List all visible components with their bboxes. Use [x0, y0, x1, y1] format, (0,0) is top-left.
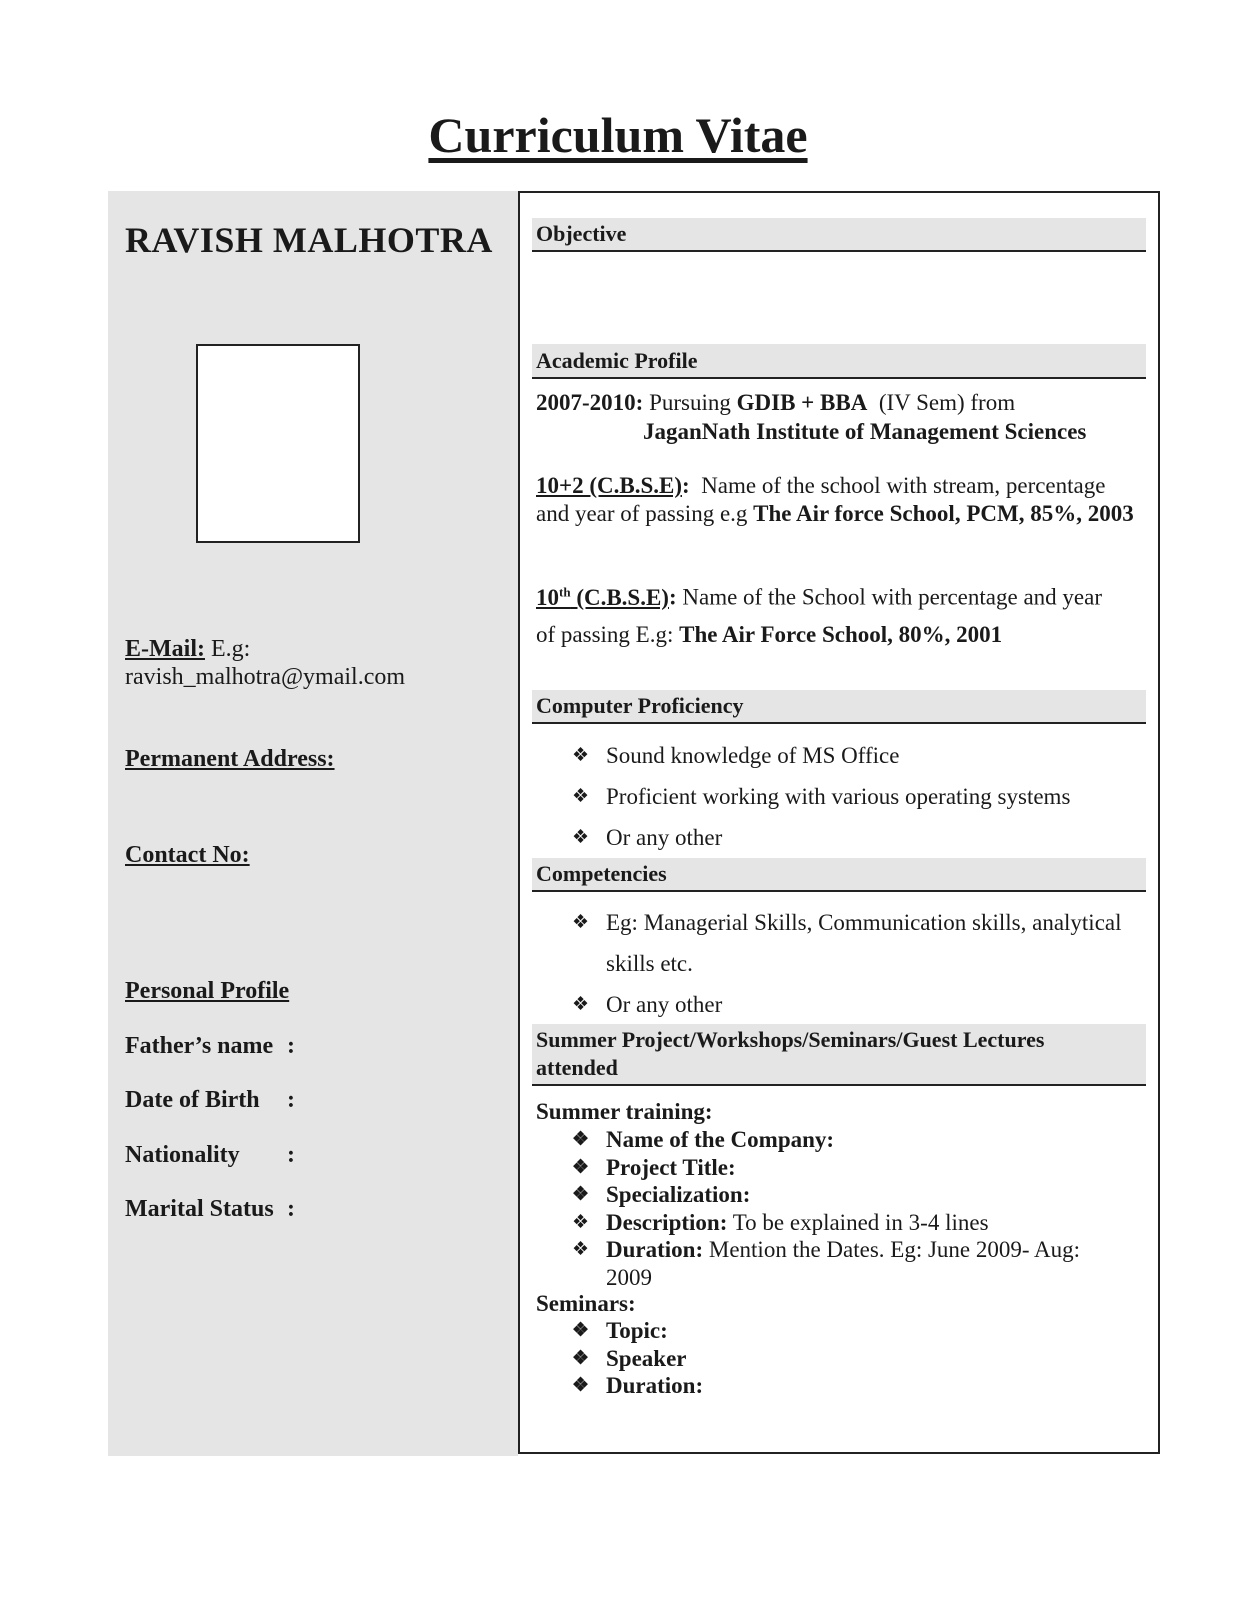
academic-entry-graduation: [536, 389, 1015, 417]
seminars-list: [572, 1317, 703, 1400]
bullet-icon: ❖: [572, 1239, 590, 1260]
email-prefix: E.g:: [210, 636, 251, 662]
list-item: ❖ Name of the Company:: [572, 1127, 835, 1152]
field-date-of-birth: [125, 1087, 315, 1114]
list-item: ❖ Project Title:: [572, 1154, 736, 1180]
section-academic-heading: Academic Profile: [532, 344, 1146, 379]
contact-label: Contact No:: [125, 842, 250, 868]
list-item: ❖ Topic:: [572, 1318, 668, 1343]
bullet-icon: ❖: [572, 1211, 590, 1233]
email-block: [125, 635, 405, 691]
bullet-icon: ❖: [572, 1347, 590, 1369]
list-item: ❖ Duration:: [572, 1373, 704, 1398]
academic-12th-text: Name of the school with stream, percentage and year of passing e.g: [536, 473, 1106, 526]
academic-10th-text-line1: Name of the School with percentage and year: [682, 584, 1102, 610]
competencies-list: [572, 902, 1122, 1025]
field-label: Marital Status: [125, 1196, 274, 1222]
computer-list: [572, 735, 1070, 858]
field-label: Nationality: [125, 1142, 240, 1168]
list-item: ❖ Specialization:: [572, 1182, 751, 1207]
bullet-icon: ❖: [572, 1184, 590, 1205]
bullet-icon: ❖: [572, 745, 590, 766]
academic-entry-12th: [536, 472, 1136, 528]
academic-entry-10th: [536, 578, 1102, 612]
section-computer-heading: Computer Proficiency: [532, 690, 1146, 724]
field-label: Date of Birth: [125, 1087, 260, 1113]
bullet-icon: ❖: [572, 1129, 590, 1150]
left-sidebar: [108, 191, 518, 1456]
field-label: Father’s name: [125, 1033, 274, 1059]
academic-12th-example: The Air force School, PCM, 85%, 2003: [753, 501, 1134, 526]
academic-institute: JaganNath Institute of Management Sciences: [643, 419, 1087, 444]
bullet-icon: ❖: [572, 827, 590, 848]
list-item: ❖ Duration: Mention the Dates. Eg: June 2009- Aug: 2009: [572, 1237, 1081, 1290]
academic-entry-10th-line2: [536, 621, 1002, 649]
bullet-icon: ❖: [572, 912, 590, 933]
email-label: E-Mail:: [125, 636, 205, 662]
bullet-icon: ❖: [572, 1375, 590, 1396]
academic-10th-example: The Air Force School, 80%, 2001: [679, 622, 1003, 647]
bullet-icon: ❖: [572, 1156, 590, 1178]
academic-years: 2007-2010:: [536, 390, 644, 415]
list-item: ❖ Or any other: [572, 817, 1070, 858]
main-content: [518, 191, 1160, 1454]
summer-training-list: [572, 1126, 1080, 1291]
field-nationality: [125, 1142, 315, 1169]
summer-training-label: Summer training:: [536, 1099, 713, 1124]
section-competencies-heading: Competencies: [532, 858, 1146, 892]
field-marital-status: [125, 1196, 315, 1223]
email-value: ravish_malhotra@ymail.com: [125, 664, 406, 690]
permanent-address-label: Permanent Address:: [125, 746, 335, 772]
academic-semester: (IV Sem) from: [878, 390, 1016, 415]
academic-10th-label: 10th (C.B.S.E): [536, 584, 669, 610]
academic-12th-label: 10+2 (C.B.S.E): [536, 473, 683, 498]
list-item: ❖ Description: To be explained in 3-4 lines: [572, 1209, 989, 1235]
field-colon: :: [287, 1196, 295, 1222]
list-item: ❖ Sound knowledge of MS Office: [572, 735, 1070, 776]
photo-placeholder: [196, 344, 360, 543]
field-fathers-name: [125, 1033, 315, 1060]
bullet-icon: ❖: [572, 786, 590, 807]
field-colon: :: [287, 1142, 295, 1168]
candidate-name: RAVISH MALHOTRA: [125, 220, 493, 260]
list-item: ❖ Proficient working with various operating systems: [572, 776, 1070, 817]
section-summer-heading: Summer Project/Workshops/Seminars/Guest Lectures attended: [532, 1024, 1146, 1086]
list-item: ❖ Speaker: [572, 1345, 687, 1371]
section-objective-heading: Objective: [532, 218, 1146, 252]
bullet-icon: ❖: [572, 994, 590, 1015]
document-title: Curriculum Vitae: [428, 107, 808, 163]
list-item: ❖ Eg: Managerial Skills, Communication skills, analytical skills etc.: [572, 902, 1122, 984]
field-colon: :: [287, 1087, 295, 1113]
academic-10th-text-line2: of passing E.g:: [536, 622, 674, 647]
academic-course: GDIB + BBA: [736, 390, 868, 415]
academic-12th-colon: :: [682, 473, 690, 498]
field-colon: :: [287, 1033, 295, 1059]
list-item: ❖ Or any other: [572, 984, 1122, 1025]
personal-profile-heading: Personal Profile: [125, 978, 290, 1004]
seminars-label: Seminars:: [536, 1291, 636, 1316]
bullet-icon: ❖: [572, 1320, 590, 1341]
academic-pursuing: Pursuing: [649, 390, 731, 415]
academic-10th-colon: :: [668, 584, 677, 610]
